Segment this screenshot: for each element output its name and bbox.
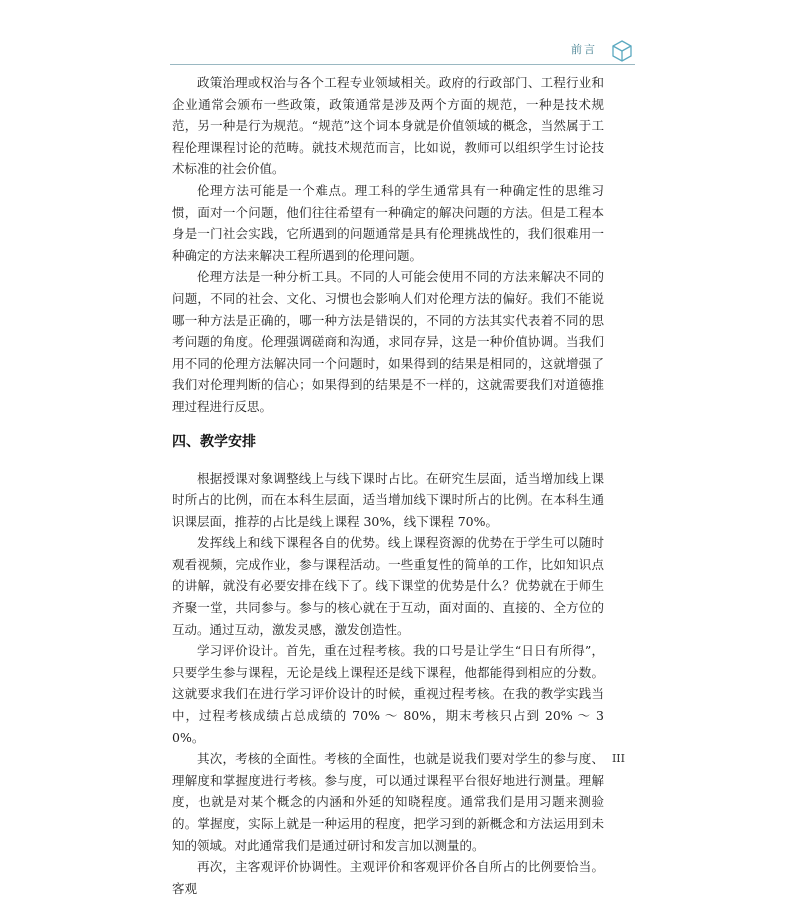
header-rule	[170, 64, 635, 65]
paragraph: 发挥线上和线下课程各自的优势。线上课程资源的优势在于学生可以随时观看视频，完成作业，参与课程活动。一些重复性的简单的工作，比如知识点的讲解，就没有必要安排在线下了。线下课堂的优势是什么？优势就在于师生齐聚一堂，共同参与。参与的核心就在于互动，面对面的、直接的、全方位的互动。通过互动，激发灵感，激发创造性。	[172, 535, 604, 637]
paragraph: 伦理方法可能是一个难点。理工科的学生通常具有一种确定性的思维习惯，面对一个问题，他们往往希望有一种确定的解决问题的方法。但是工程本身是一门社会实践，它所遇到的问题通常是具有伦理挑战性的，我们很难用一种确定的方法来解决工程所遇到的伦理问题。	[172, 182, 604, 263]
page-body	[172, 72, 604, 899]
section-heading: 四、教学安排	[172, 433, 256, 450]
paragraph: 其次，考核的全面性。考核的全面性，也就是说我们要对学生的参与度、理解度和掌握度进行考核。参与度，可以通过课程平台很好地进行测量。理解度，也就是对某个概念的内涵和外延的知晓程度。通常我们是用习题来测验的。掌握度，实际上就是一种运用的程度，把学习到的新概念和方法运用到未知的领域。对此通常我们是通过研讨和发言加以测量的。	[172, 751, 604, 853]
page-number: III	[611, 752, 625, 765]
running-header-title: 前言	[571, 43, 597, 56]
paragraph: 政策治理或权治与各个工程专业领域相关。政府的行政部门、工程行业和企业通常会颁布一些政策，政策通常是涉及两个方面的规范，一种是技术规范，另一种是行为规范。“规范”这个词本身就是价值领域的概念，当然属于工程伦理课程讨论的范畴。就技术规范而言，比如说，教师可以组织学生讨论技术标准的社会价值。	[172, 75, 604, 177]
paragraph: 根据授课对象调整线上与线下课时占比。在研究生层面，适当增加线上课时所占的比例，而在本科生层面，适当增加线下课时所占的比例。在本科生通识课层面，推荐的占比是线上课程 30%，线下课程 70%。	[172, 470, 604, 529]
paragraph: 学习评价设计。首先，重在过程考核。我的口号是让学生“日日有所得”，只要学生参与课程，无论是线上课程还是线下课程，他都能得到相应的分数。这就要求我们在进行学习评价设计的时候，重视过程考核。在我的教学实践当中，过程考核成绩占总成绩的 70% ～ 80%，期末考核只占到 20% ～ 30%。	[172, 643, 604, 745]
paragraph: 伦理方法是一种分析工具。不同的人可能会使用不同的方法来解决不同的问题，不同的社会、文化、习惯也会影响人们对伦理方法的偏好。我们不能说哪一种方法是正确的，哪一种方法是错误的，不同的方法其实代表着不同的思考问题的角度。伦理强调磋商和沟通，求同存异，这是一种价值协调。当我们用不同的伦理方法解决同一个问题时，如果得到的结果是相同的，这就增强了我们对伦理判断的信心；如果得到的结果是不一样的，这就需要我们对道德推理过程进行反思。	[172, 269, 604, 414]
paragraph: 再次，主客观评价协调性。主观评价和客观评价各自所占的比例要恰当。客观	[172, 859, 604, 896]
cube-icon	[612, 40, 632, 62]
